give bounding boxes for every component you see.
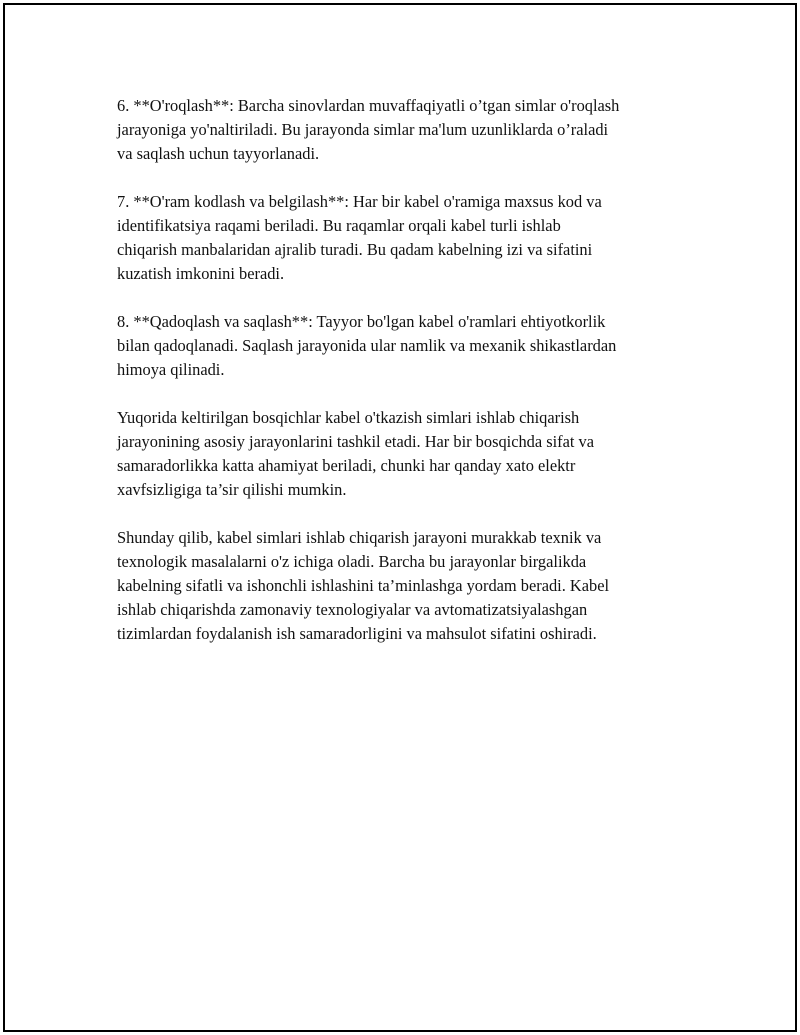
text-line: bilan qadoqlanadi. Saqlash jarayonida ular namlik va mexanik shikastlardan [117, 336, 617, 355]
document-body [117, 94, 687, 670]
text-line: tizimlardan foydalanish ish samaradorligini va mahsulot sifatini oshiradi. [117, 624, 597, 643]
text-line: Shunday qilib, kabel simlari ishlab chiqarish jarayoni murakkab texnik va [117, 528, 602, 547]
text-line: identifikatsiya raqami beriladi. Bu raqamlar orqali kabel turli ishlab [117, 216, 561, 235]
text-line: 6. **O'roqlash**: Barcha sinovlardan muvaffaqiyatli o’tgan simlar o'roqlash [117, 96, 620, 115]
paragraph-step-6 [117, 94, 687, 166]
paragraph-step-8 [117, 310, 687, 382]
paragraph-conclusion [117, 526, 687, 646]
text-line: Yuqorida keltirilgan bosqichlar kabel o'tkazish simlari ishlab chiqarish [117, 408, 580, 427]
text-line: 7. **O'ram kodlash va belgilash**: Har bir kabel o'ramiga maxsus kod va [117, 192, 602, 211]
text-line: kabelning sifatli va ishonchli ishlashini ta’minlashga yordam beradi. Kabel [117, 576, 610, 595]
text-line: himoya qilinadi. [117, 360, 225, 379]
text-line: chiqarish manbalaridan ajralib turadi. Bu qadam kabelning izi va sifatini [117, 240, 593, 259]
text-line: jarayoniga yo'naltiriladi. Bu jarayonda simlar ma'lum uzunliklarda o’raladi [117, 120, 609, 139]
text-line: kuzatish imkonini beradi. [117, 264, 285, 283]
text-line: xavfsizligiga ta’sir qilishi mumkin. [117, 480, 347, 499]
text-line: jarayonining asosiy jarayonlarini tashkil etadi. Har bir bosqichda sifat va [117, 432, 595, 451]
text-line: va saqlash uchun tayyorlanadi. [117, 144, 320, 163]
text-line: ishlab chiqarishda zamonaviy texnologiyalar va avtomatizatsiyalashgan [117, 600, 588, 619]
paragraph-summary [117, 406, 687, 502]
paragraph-step-7 [117, 190, 687, 286]
text-line: texnologik masalalarni o'z ichiga oladi. Barcha bu jarayonlar birgalikda [117, 552, 587, 571]
text-line: samaradorlikka katta ahamiyat beriladi, chunki har qanday xato elektr [117, 456, 576, 475]
text-line: 8. **Qadoqlash va saqlash**: Tayyor bo'lgan kabel o'ramlari ehtiyotkorlik [117, 312, 606, 331]
